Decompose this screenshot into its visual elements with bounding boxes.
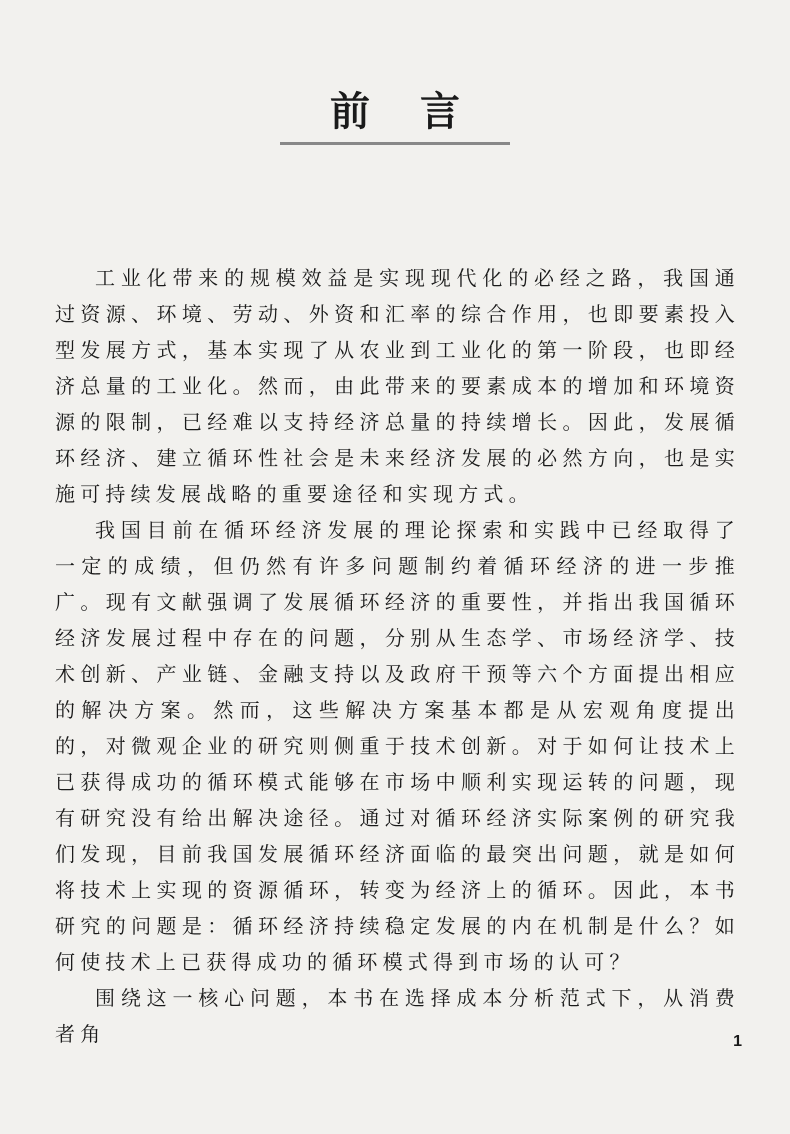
title-container — [0, 88, 790, 145]
paragraph: 我国目前在循环经济发展的理论探索和实践中已经取得了一定的成绩，但仍然有许多问题制约着循环经济的进一步推广。现有文献强调了发展循环经济的重要性，并指出我国循环经济发展过程中存在的问题，分别从生态学、市场经济学、技术创新、产业链、金融支持以及政府干预等六个方面提出相应的解决方案。然而，这些解决方案基本都是从宏观角度提出的，对微观企业的研究则侧重于技术创新。对于如何让技术上已获得成功的循环模式能够在市场中顺利实现运转的问题，现有研究没有给出解决途径。通过对循环经济实际案例的研究我们发现，目前我国发展循环经济面临的最突出问题，就是如何将技术上实现的资源循环，转变为经济上的循环。因此，本书研究的问题是：循环经济持续稳定发展的内在机制是什么？如何使技术上已获得成功的循环模式得到市场的认可？ — [55, 518, 740, 974]
page-number: 1 — [733, 1033, 742, 1050]
page-title: 前言 — [280, 88, 510, 145]
body-text — [55, 260, 740, 1052]
paragraph: 围绕这一核心问题，本书在选择成本分析范式下，从消费者角 — [55, 986, 740, 1046]
paragraph: 工业化带来的规模效益是实现现代化的必经之路，我国通过资源、环境、劳动、外资和汇率的综合作用，也即要素投入型发展方式，基本实现了从农业到工业化的第一阶段，也即经济总量的工业化。然而，由此带来的要素成本的增加和环境资源的限制，已经难以支持经济总量的持续增长。因此，发展循环经济、建立循环性社会是未来经济发展的必然方向，也是实施可持续发展战略的重要途径和实现方式。 — [55, 266, 740, 506]
